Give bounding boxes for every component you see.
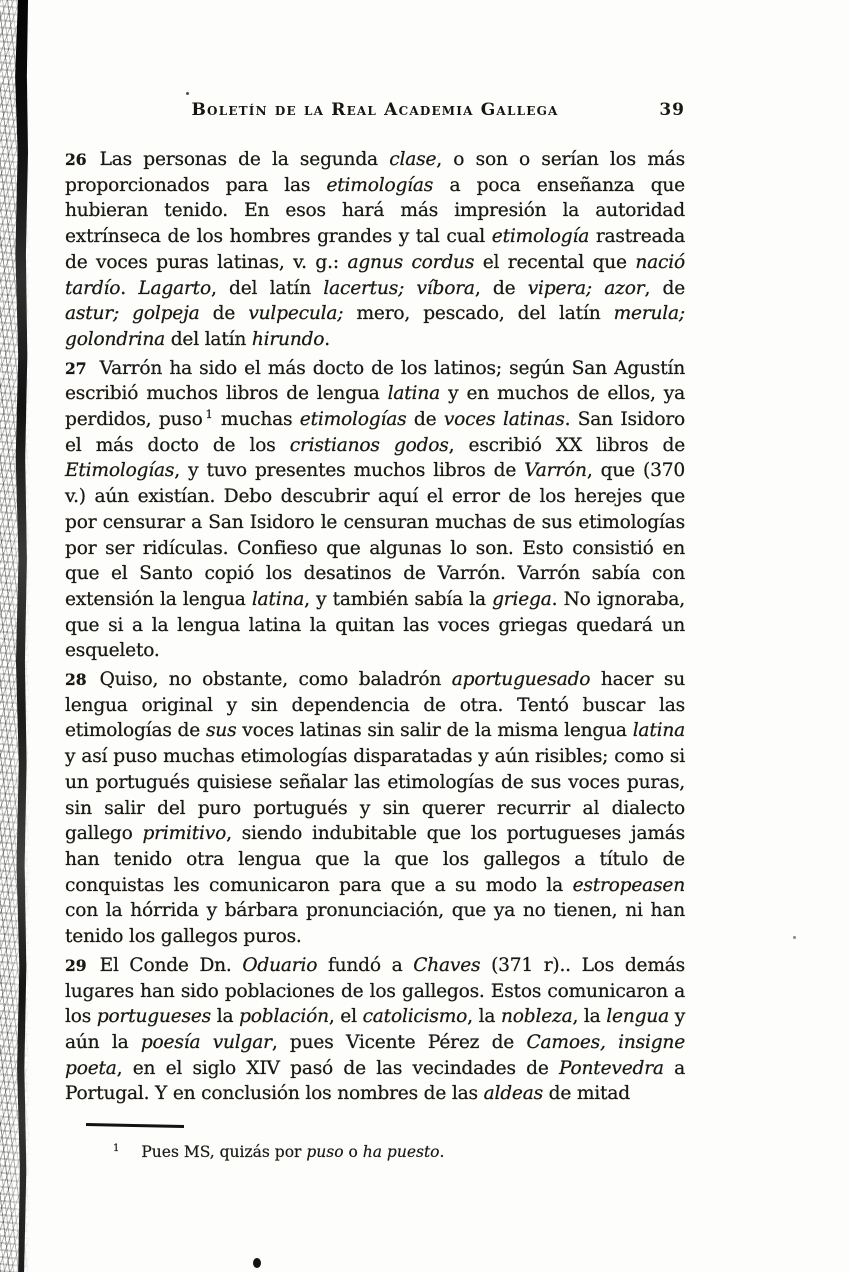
italic-run: etimología [491,226,590,248]
text-run: o [343,1143,363,1162]
italic-run: lacertus; [323,277,405,299]
page-number: 39 [659,100,685,120]
text-run: muchas [213,409,300,431]
paragraph-number: 29 [65,955,87,975]
footnote-rule [86,1123,184,1128]
italic-run: golpeja [132,303,200,325]
text-run: , que (370 v.) aún existían. Debo descubrir aquí el error de los herejes que por censurar a San Isidoro le censuran muchas de sus etimologías por ser ridículas. Confieso que algunas lo son. Esto consistió en que el Santo copió los desatinos de Varrón. Varrón sabía con extensión la lengua [65,460,685,610]
text-run: Pues MS, quizás por [141,1143,307,1162]
text-run: , escribió XX libros de [448,434,686,456]
italic-run: azor [604,277,645,299]
italic-run: Camoes, insigne poeta [65,1031,685,1079]
paragraph-29 [65,953,685,1107]
text-run: y aún la [65,1006,686,1053]
text-run: . San Isidoro el más docto de los [65,409,686,456]
text-run: hacer su lengua original y sin dependencia de otra. Tentó buscar las etimologías de [65,669,685,742]
italic-run: puso [306,1143,344,1162]
italic-run: latina [251,588,305,610]
italic-run: merula; [613,303,685,325]
text-run: y en muchos de ellos, ya perdidos, puso [65,383,685,431]
text-run: . [324,328,331,350]
text-run: , pues Vicente Pérez de [271,1031,527,1053]
text-run: a Portugal. Y en conclusión los nombres de las [65,1057,685,1105]
text-run: Las personas de la segunda [99,149,390,170]
italic-run: etimologías [299,409,407,431]
text-run: voces latinas sin salir de la misma lengua [236,720,633,742]
text-run: (371 r).. Los demás lugares han sido poblaciones de los gallegos. Estos comunicaron a los [65,954,685,1028]
text-run: mero, pescado, del latín [343,303,614,325]
italic-run: etimologías [326,174,434,196]
italic-run: Oduario [242,954,318,976]
italic-run: Varrón [524,460,587,482]
paragraph-26 [65,147,685,353]
text-run: , el [328,1006,363,1028]
italic-run: griega [492,588,552,610]
text-run: . [120,277,139,299]
paragraph-28 [65,667,685,950]
text-run: rastreada de voces puras latinas, v. g.: [65,226,685,273]
text-run: a poca enseñanza que hubieran tenido. En esos hará más impresión la autoridad extrínseca de los hombres grandes y tal cual [65,174,685,248]
ink-speck [793,936,796,939]
italic-run: ha puesto [362,1143,440,1162]
text-run: de [199,303,249,325]
text-run: Varrón ha sido el más docto de los latinos; según San Agustín escribió muchos libros de lengua [65,357,685,405]
italic-run: latina [387,383,440,405]
journal-title: Boletín de la Real Academia Gallega [191,100,559,120]
italic-run: clase [389,149,437,170]
text-run: la [211,1006,240,1028]
italic-run: voces latinas [443,409,565,431]
text-run: , en el siglo XIV pasó de las vecindades de [116,1057,559,1079]
text-body [65,147,685,1110]
italic-run: aldeas [483,1083,543,1105]
binding-shadow [0,0,34,1272]
italic-run: vipera; [527,277,592,299]
italic-run: Pontevedra [558,1057,664,1079]
paragraph-27 [65,356,685,664]
text-run: con la hórrida y bárbara pronunciación, que ya no tienen, ni han tenido los gallegos puros. [65,900,685,948]
paragraph-number: 26 [65,150,87,169]
italic-run: golondrina [65,328,166,350]
italic-run: portugueses [96,1006,212,1028]
ink-speck [253,1258,261,1268]
text-run: , y tuvo presentes muchos libros de [174,460,525,482]
italic-run: agnus cordus [347,251,475,273]
text-run: , la [467,1006,501,1028]
text-run: , o son o serían los más proporcionados para las [65,149,685,196]
italic-run: Chaves [413,954,481,976]
text-run: El Conde Dn. [99,954,243,976]
italic-run: lengua [606,1006,669,1028]
running-header [65,100,685,120]
italic-run: Lagarto [138,277,211,299]
italic-run: nació tardío [65,251,685,299]
text-run: , siendo indubitable que los portugueses jamás han tenido otra lengua que la que los gallegos a título de conquistas les comunicaron para que a su modo la [65,823,685,896]
italic-run: aportuguesado [451,669,591,691]
footnote-marker: 1 [113,1143,120,1154]
italic-run: hirundo [251,328,325,350]
text-run: y así puso muchas etimologías disparatadas y aún risibles; como si un portugués quisiese señalar las etimologías de sus voces puras, sin salir del puro portugués y sin querer recurrir al dialecto gallego [65,746,685,845]
text-run: , de [474,277,528,299]
italic-run: víbora [416,277,475,299]
text-run: , del latín [210,277,324,299]
text-run [404,278,416,299]
footnote [65,1138,685,1163]
text-run: , la [572,1006,607,1028]
paragraph-number: 27 [65,358,87,378]
italic-run: Etimologías [65,460,175,482]
italic-run: latina [632,720,685,742]
text-run: . No ignoraba, que si a la lengua latina la quitan las voces griegas quedará un esqueleto. [65,588,685,662]
italic-run: población [239,1006,329,1028]
text-run [119,303,132,324]
text-run: de mitad [542,1083,630,1105]
text-run: del latín [165,328,252,350]
paragraph-number: 28 [65,670,87,690]
italic-run: primitivo [142,823,227,845]
text-run: de [406,409,444,431]
italic-run: catolicismo [362,1006,468,1028]
italic-run: estropeasen [572,874,685,896]
text-run: . [439,1143,445,1162]
italic-run: poesía vulgar [140,1031,272,1053]
text-run: el recental que [474,251,636,273]
text-run: , y también sabía la [304,588,493,610]
footnote-reference: 1 [205,407,213,421]
text-run: Quiso, no obstante, como baladrón [99,669,452,691]
italic-run: nobleza [500,1006,573,1028]
text-run: fundó a [317,954,414,976]
italic-run: cristianos godos [289,434,449,456]
italic-run: sus [205,720,237,742]
italic-run: vulpecula; [248,303,344,325]
text-run [592,278,604,299]
italic-run: astur; [65,303,120,325]
ink-speck [186,92,189,95]
text-run: , de [644,277,685,299]
